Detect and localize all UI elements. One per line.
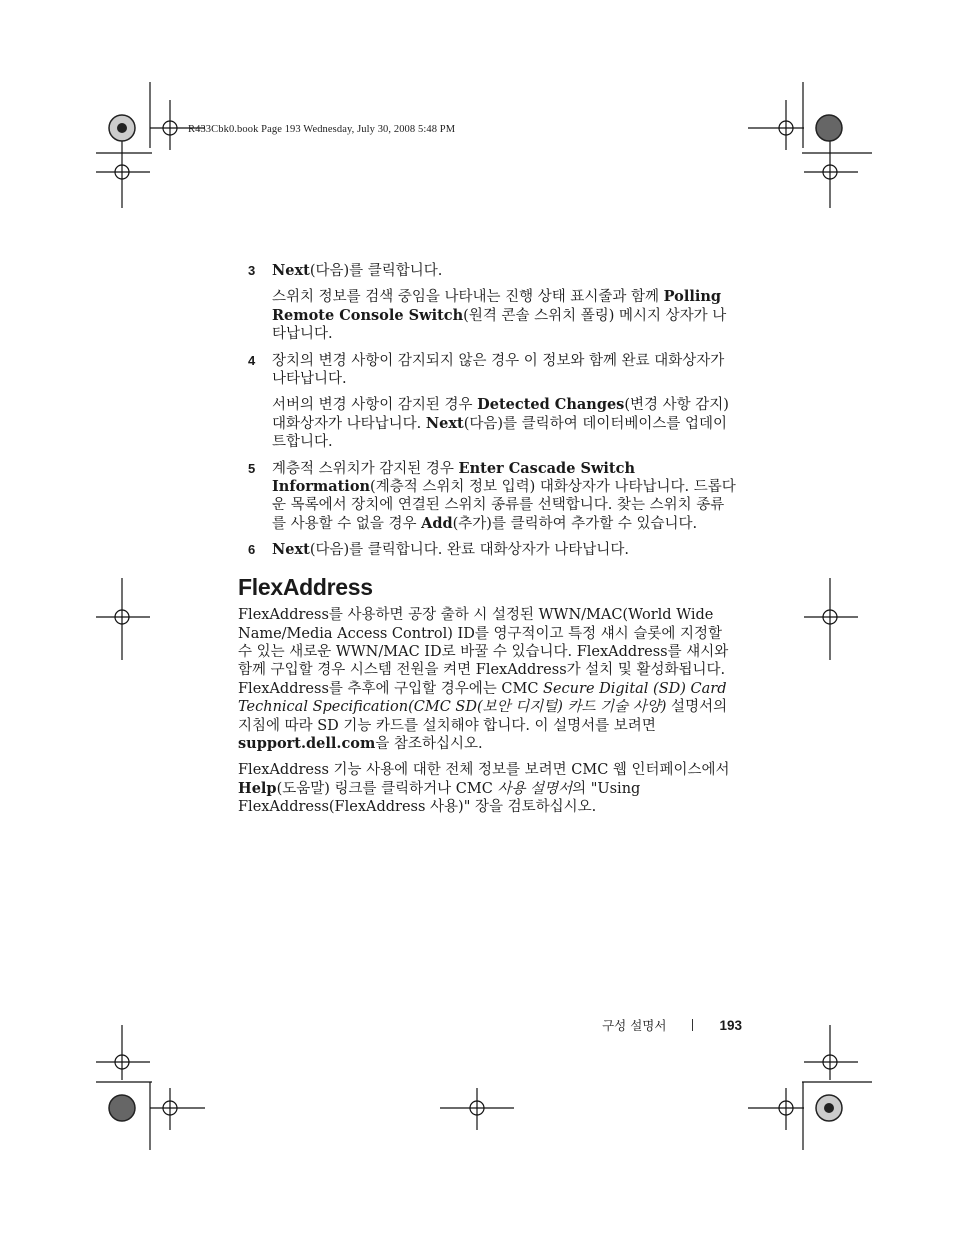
support-link[interactable]: support.dell.com (238, 734, 376, 752)
page-number: 193 (719, 1017, 742, 1033)
step-6 (238, 541, 738, 559)
step-paragraph: Next(다음)를 클릭합니다. (272, 262, 443, 279)
footer-label: 구성 설명서 (602, 1018, 667, 1033)
step-5 (238, 460, 738, 534)
step-paragraph: Next(다음)를 클릭합니다. 완료 대화상자가 나타납니다. (272, 541, 629, 559)
page-content (238, 262, 738, 825)
step-paragraph: 스위치 정보를 검색 중임을 나타내는 진행 상태 표시줄과 함께 Polling Remote Console Switch(원격 콘솔 스위치 폴링) 메시지 상자가 나타납니다. (272, 288, 727, 343)
step-paragraph: 서버의 변경 사항이 감지된 경우 Detected Changes(변경 사항 감지) 대화상자가 나타납니다. Next(다음)를 클릭하여 데이터베이스를 업데이트합니다. (272, 396, 729, 451)
section-paragraph-2: FlexAddress 기능 사용에 대한 전체 정보를 보려면 CMC 웹 인터페이스에서 Help(도움말) 링크를 클릭하거나 CMC 사용 설명서의 "Using FlexAddress(FlexAddress 사용)" 장을 검토하십시오. (238, 762, 730, 816)
step-number: 5 (248, 460, 256, 476)
step-number: 6 (248, 542, 256, 558)
step-4 (238, 352, 738, 452)
step-paragraph: 장치의 변경 사항이 감지되지 않은 경우 이 정보와 함께 완료 대화상자가 나타납니다. (272, 352, 725, 388)
step-number: 3 (248, 263, 256, 278)
step-number: 4 (248, 352, 256, 368)
print-header: R433Cbk0.book Page 193 Wednesday, July 30, 2008 5:48 PM (188, 124, 456, 135)
section-title: FlexAddress (238, 573, 373, 600)
page-footer (602, 1016, 742, 1034)
footer-separator (692, 1019, 693, 1031)
step-3 (238, 262, 738, 344)
step-paragraph: 계층적 스위치가 감지된 경우 Enter Cascade Switch Information(계층적 스위치 정보 입력) 대화상자가 나타납니다. 드롭다운 목록에서 장치에 연결된 스위치 종류를 선택합니다. 찾는 스위치 종류를 사용할 수 없을 경우 Add(추가)를 클릭하여 추가할 수 있습니다. (272, 459, 736, 532)
section-paragraph-1: FlexAddress를 사용하면 공장 출하 시 설정된 WWN/MAC(World Wide Name/Media Access Control) ID를 영구적이고 특정 섀시 슬롯에 지정할 수 있는 새로운 WWN/MAC ID로 바꿀 수 있습니다. FlexAddress를 섀시와 함께 구입할 경우 시스템 전원을 켜면 FlexAddress가 설치 및 활성화됩니다. FlexAddress를 추후에 구입할 경우에는 CMC Secure Digital (SD) Card Technical Specification(CMC SD(보안 디지털) 카드 기술 사양) 설명서의 지침에 따라 SD 기능 카드를 설치해야 합니다. 이 설명서를 보려면 support.dell.com을 참조하십시오. (238, 607, 729, 752)
